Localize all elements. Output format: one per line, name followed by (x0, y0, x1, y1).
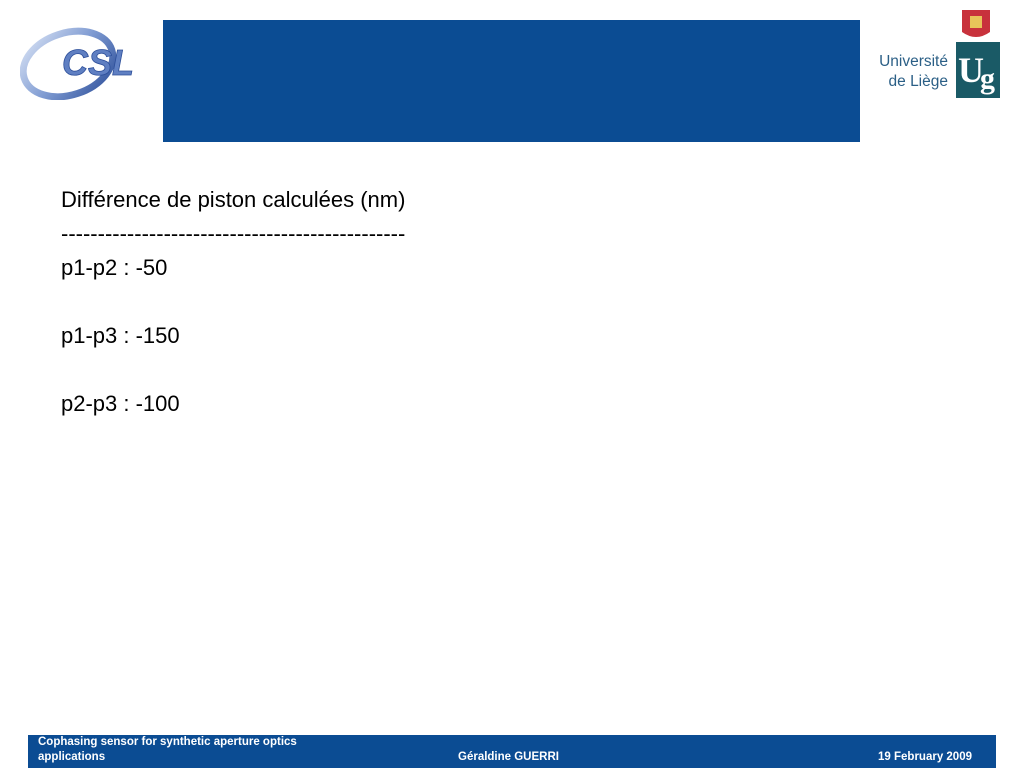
content-separator: ----------------------------------------------- (61, 221, 406, 246)
ulg-logo (866, 2, 1006, 100)
slide-content (61, 183, 761, 421)
svg-text:g: g (980, 62, 995, 95)
header-bar (163, 20, 860, 142)
footer-title: Cophasing sensor for synthetic aperture optics applications (38, 736, 297, 763)
result-item: p1-p2 : -50 (61, 255, 168, 280)
footer-author: Géraldine GUERRI (458, 751, 559, 763)
svg-text:CSL: CSL (62, 42, 134, 83)
ulg-wordmark: Université de Liège (879, 53, 948, 90)
footer-bar (28, 735, 996, 768)
content-heading: Différence de piston calculées (nm) (61, 187, 406, 212)
ulg-crest-icon (952, 2, 1006, 100)
result-item: p2-p3 : -100 (61, 391, 180, 416)
footer-date: 19 February 2009 (878, 751, 972, 763)
svg-text:U: U (958, 50, 984, 90)
result-item: p1-p3 : -150 (61, 323, 180, 348)
csl-logo (20, 26, 144, 100)
